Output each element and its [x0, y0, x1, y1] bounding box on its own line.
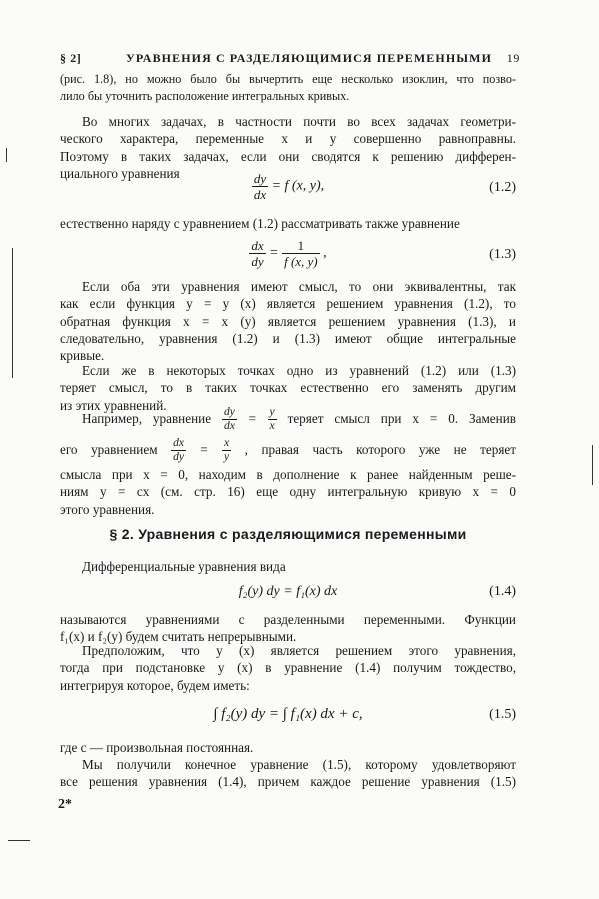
text-line: Если же в некоторых точках одно из уравнений (1.2) или (1.3) — [82, 363, 516, 378]
text-line: циального уравнения — [60, 165, 180, 181]
header-section: § 2] — [60, 51, 82, 65]
text-line: (рис. 1.8), но можно было бы вычертить еще несколько изоклин, что позво- — [60, 72, 516, 86]
equation-tag: (1.5) — [489, 707, 516, 722]
paragraph-2 — [60, 215, 516, 232]
intro-paragraph — [60, 71, 516, 105]
equation-1-3 — [60, 238, 516, 278]
equation-1-2 — [60, 171, 516, 211]
text-line: Мы получили конечное уравнение (1.5), которому удовлетворяют — [82, 757, 516, 772]
header-title: УРАВНЕНИЯ С РАЗДЕЛЯЮЩИМИСЯ ПЕРЕМЕННЫМИ — [126, 51, 493, 65]
text-line: Если оба эти уравнения имеют смысл, то они эквивалентны, так — [82, 279, 516, 294]
fraction: $\frac{dx}{dy}$ — [173, 437, 184, 464]
text-line: все решения уравнения (1.4), причем каждое решение уравнения (1.5) — [60, 774, 516, 790]
text-line: смысла при x = 0, находим в дополнение к ранее найденным реше- — [60, 467, 516, 482]
text-line: Во многих задачах, в частности почти во всех задачах геометри- — [82, 114, 516, 129]
paragraph-8 — [60, 642, 516, 694]
scan-margin-mark — [6, 148, 7, 162]
text-line: тогда при подстановке y (x) в уравнение (1.4) получим тождество, — [60, 660, 516, 676]
text-line: Предположим, что y (x) является решением этого уравнения, — [82, 643, 516, 658]
equation-tag: (1.4) — [489, 584, 516, 599]
fraction: $\frac{1}{f (x, y)}$ — [284, 238, 318, 269]
text-line: называются уравнениями с разделенными переменными. Функции — [60, 612, 516, 627]
equation-rhs: = f (x, y), — [271, 178, 325, 194]
signature-mark: 2* — [58, 797, 72, 812]
text-line: интегрируя которое, будем иметь: — [60, 677, 250, 693]
text-line: этого уравнения. — [60, 501, 155, 517]
equation-tag: (1.3) — [489, 247, 516, 262]
fraction: $\frac{dy}{dx}$ — [223, 406, 235, 433]
scan-margin-mark — [12, 248, 13, 378]
text-line: Поэтому в таких задачах, если они сводятся к решению дифферен- — [60, 148, 516, 164]
text-line: его уравнением $\frac{dx}{dy}$ = $\frac{x}{y}$ , правая часть которого уже не теряет — [60, 437, 517, 464]
fraction: $\frac{dx}{dy}$ — [251, 238, 264, 269]
equation-body: $\frac{dx}{dy}$ = $\frac{1}{f (x, y)}$ , — [251, 238, 327, 269]
text-line: Дифференциальные уравнения вида — [82, 559, 286, 574]
paragraph-10 — [60, 756, 516, 791]
equation-body: f₂(y) dy = f₁(x) dx — [238, 584, 338, 599]
text-line: естественно наряду с уравнением (1.2) рассматривать также уравнение — [60, 216, 460, 231]
text-line: теряет смысл, то в таких точках естественно его заменять другим — [60, 380, 516, 396]
paragraph-6 — [60, 558, 516, 575]
text-line: ниям y = cx (см. стр. 16) еще одну интегральную кривую x = 0 — [60, 484, 516, 500]
fraction: $\frac{x}{y}$ — [223, 437, 230, 464]
equation-body — [60, 171, 516, 202]
paragraph-9 — [60, 739, 516, 756]
text-line: Например, уравнение $\frac{dy}{dx}$ = $\frac{y}{x}$ теряет смысл при x = 0. Заменив — [82, 406, 517, 433]
equation-body: ∫ f₂(y) dy = ∫ f₁(x) dx + c, — [213, 706, 363, 722]
text-line: обратная функция x = x (y) является решением уравнения (1.3), и — [60, 313, 516, 329]
page-number: 19 — [506, 51, 520, 65]
paragraph-5 — [60, 404, 516, 518]
scan-margin-mark — [592, 445, 593, 485]
text-line: f₁(x) и f₂(y) будем считать непрерывными. — [60, 629, 297, 645]
text-line: лило бы уточнить расположение интегральных кривых. — [60, 89, 350, 103]
paragraph-7 — [60, 611, 516, 646]
paragraph-3 — [60, 278, 516, 364]
text-line: следовательно, уравнения (1.2) и (1.3) имеют общие интегральные — [60, 330, 516, 346]
text-line: где c — произвольная постоянная. — [60, 740, 254, 755]
text-line: из этих уравнений. — [60, 397, 167, 413]
text-line: ческого характера, переменные x и y совершенно равноправны. — [60, 131, 516, 147]
scan-margin-mark — [8, 840, 30, 841]
fraction: $\frac{dy}{dx}$ — [253, 171, 267, 202]
text-line: как если функция y = y (x) является решением уравнения (1.2), то — [60, 296, 516, 312]
running-header — [60, 51, 520, 67]
section-heading: § 2. Уравнения с разделяющимися переменными — [109, 526, 467, 542]
equation-tag: (1.2) — [489, 180, 516, 195]
fraction: $\frac{y}{x}$ — [269, 406, 275, 433]
text-line: кривые. — [60, 348, 105, 364]
